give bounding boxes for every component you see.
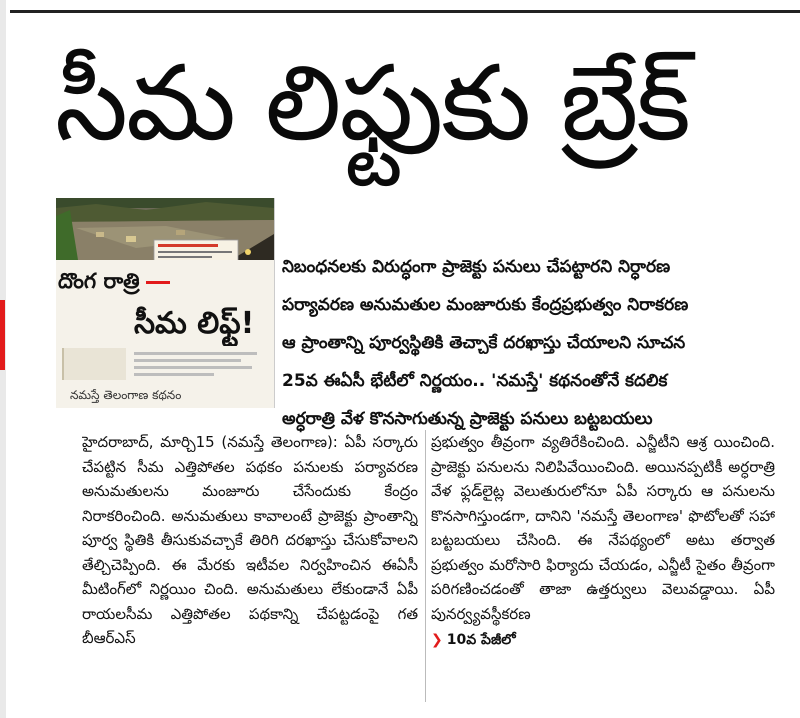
inset-clipping	[56, 198, 275, 408]
clip-title: సీమ లిఫ్ట్!	[134, 306, 255, 341]
subheadline: ఆ ప్రాంతాన్ని పూర్వస్థితికి తెచ్చాకే దరఖాస్తు చేయాలని సూచన	[282, 333, 686, 353]
clip-fine-print	[134, 348, 268, 378]
clip-kicker: దొంగ రాత్రి	[58, 262, 266, 300]
body-column-right	[431, 430, 775, 705]
subheadline: 25వ ఈఏసీ భేటీలో నిర్ణయం.. 'నమస్తే' కథనంతోనే కదలిక	[282, 371, 668, 391]
chevron-right-icon: ❯	[431, 632, 443, 648]
clip-credit: నమస్తే తెలంగాణ కథనం	[70, 388, 182, 402]
body-column-left	[82, 430, 418, 705]
subheadline-list	[282, 248, 794, 438]
subheadline: నిబంధనలకు విరుద్ధంగా ప్రాజెక్టు పనులు చేపట్టారని నిర్ధారణ	[282, 257, 671, 277]
subheadline: పర్యావరణ అనుమతుల మంజూరుకు కేంద్రప్రభుత్వం నిరాకరణ	[282, 295, 689, 315]
continued-on-page	[431, 628, 775, 653]
top-rule	[10, 10, 800, 13]
body-text-left: హైదరాబాద్, మార్చి15 (నమస్తే తెలంగాణ): ఏపీ సర్కారు చేపట్టిన సీమ ఎత్తిపోతల పథకం పనులకు పర్యావరణ అనుమతులను మంజూరు చేసేందుకు కేంద్రం నిరాకరించింది. అనుమతులు కావాలంటే ప్రాజెక్టు ప్రాంతాన్ని పూర్వ స్థితికి తీసుకువచ్చాకే తిరిగి దరఖాస్తు చేసుకోవాలని తేల్చిచెప్పింది. ఈ మేరకు ఇటీవల నిర్వహించిన ఈఏసీ మీటింగ్‌లో నిర్ణయిం చింది. అనుమతులు లేకుండానే ఏపీ రాయలసీమ ఎత్తిపోతల పథకాన్ని చేపట్టడంపై గత బీఆర్‌ఎస్	[82, 433, 418, 647]
subheadline: అర్ధరాత్రి వేళ కొనసాగుతున్న ప్రాజెక్టు పనులు బట్టబయలు	[282, 409, 653, 429]
red-margin-mark	[0, 300, 5, 370]
body-text-right: ప్రభుత్వం తీవ్రంగా వ్యతిరేకించింది. ఎన్జీటీని ఆశ్ర యించింది. ప్రాజెక్టు పనులను నిలిపివేయించింది. అయినప్పటికీ అర్ధరాత్రి వేళ ఫ్లడ్‌లైట్ల వెలుతురులోనూ ఏపీ సర్కారు ఆ పనులను కొనసాగిస్తుండగా, దానిని 'నమస్తే తెలంగాణ' ఫొటోలతో సహా బట్టబయలు చేసింది. ఈ నేపథ్యంలో అటు తర్వాత ప్రభుత్వం మరోసారి ఫిర్యాదు చేయడం, ఎన్జీటీ సైతం తీవ్రంగా పరిగణించడంతో తాజా ఉత్తర్వులు వెలువడ్డాయి. ఏపీ పునర్వ్యవస్థీకరణ	[431, 433, 775, 623]
column-divider	[425, 430, 426, 702]
jump-label: 10వ పేజీలో	[446, 632, 516, 648]
headline: సీమ లిఫ్టుకు బ్రేక్	[55, 42, 689, 164]
